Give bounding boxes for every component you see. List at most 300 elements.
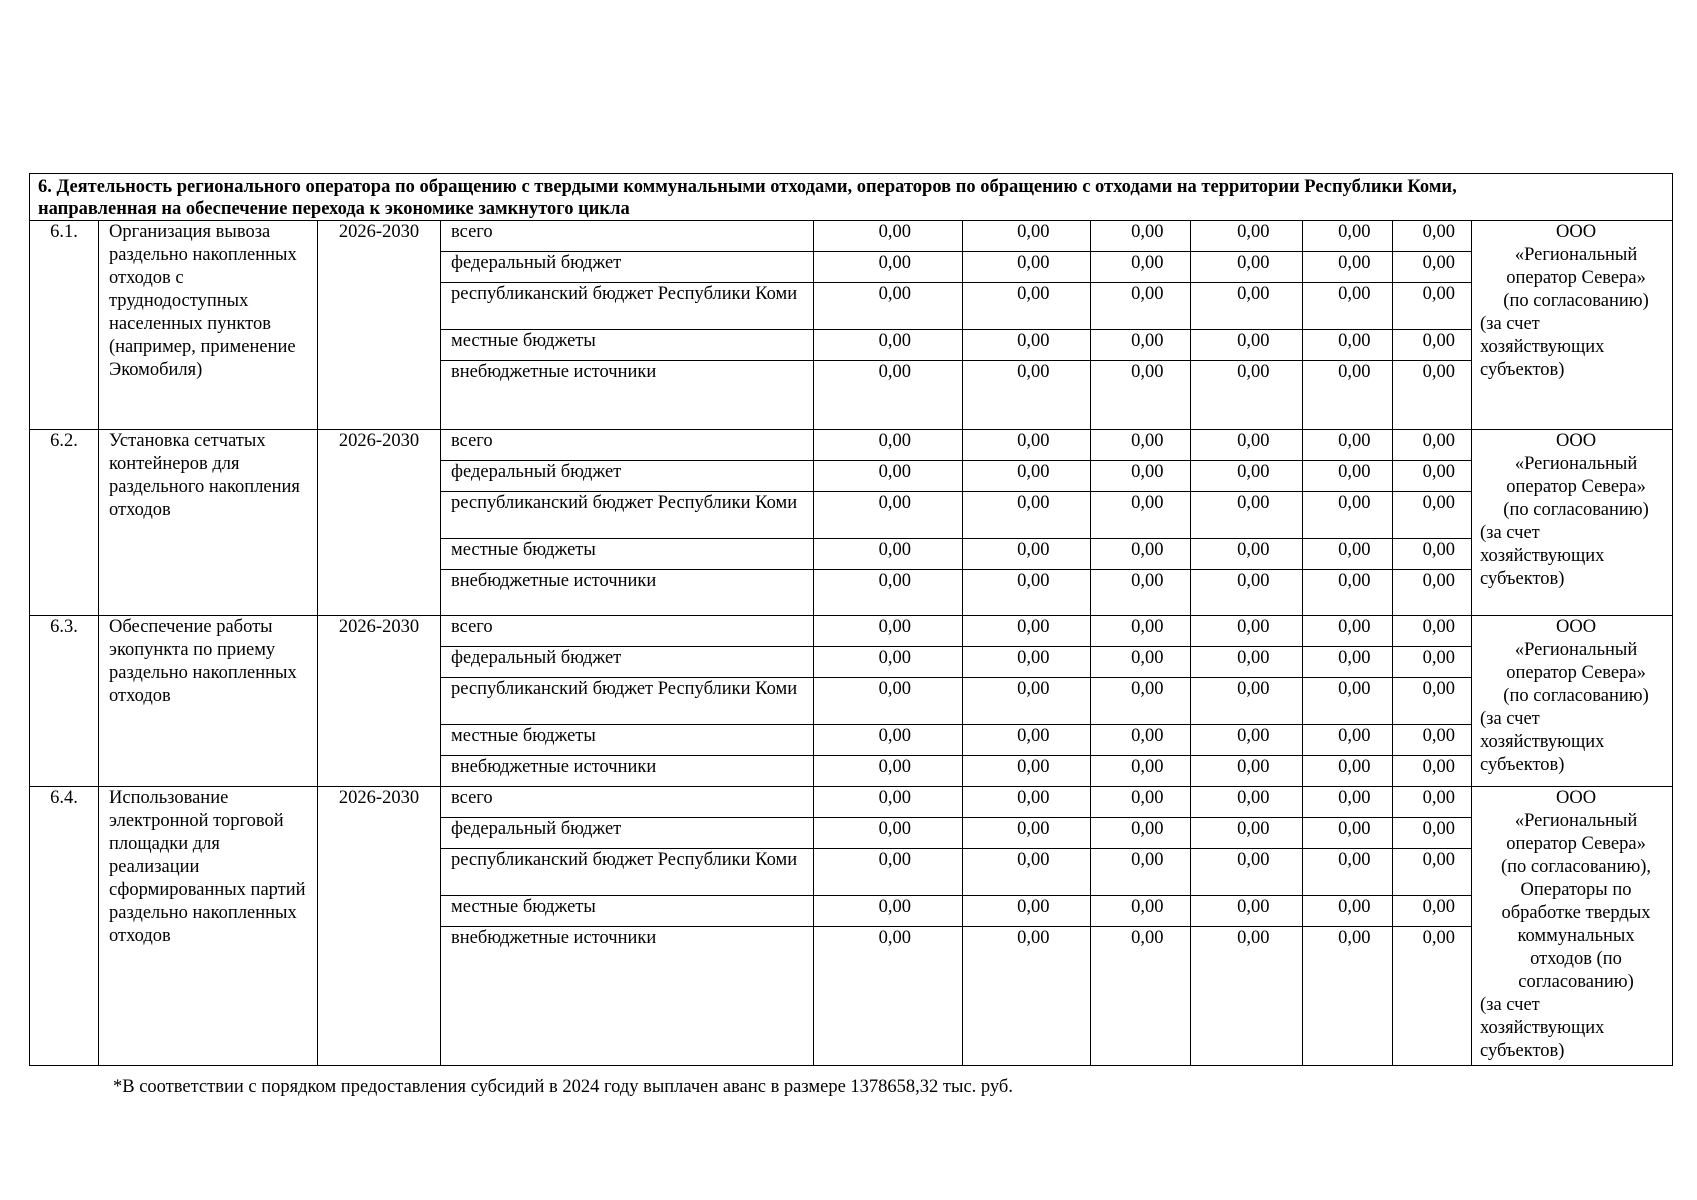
funding-value-cell: [1191, 896, 1303, 927]
funding-value: 0,00: [1338, 897, 1371, 917]
executor-note-line: субъектов): [1480, 1041, 1565, 1061]
executor-note-line: (за счет: [1480, 314, 1540, 334]
funding-source-label: всего: [441, 221, 814, 252]
funding-value-cell: [1393, 252, 1472, 283]
executor-line: ООО: [1555, 222, 1597, 242]
funding-value: 0,00: [1017, 493, 1050, 513]
funding-value-cell: [814, 927, 963, 1066]
funding-value-cell: [1091, 647, 1191, 678]
funding-value: 0,00: [1131, 850, 1164, 870]
funding-value: 0,00: [1338, 819, 1371, 839]
executor-line: оператор Севера»: [1506, 268, 1646, 288]
funding-value: 0,00: [1338, 253, 1371, 273]
funding-value-cell: [963, 221, 1091, 252]
funding-value-cell: [1191, 787, 1303, 818]
executor-note-line: хозяйствующих: [1480, 546, 1605, 566]
funding-value: 0,00: [1131, 571, 1164, 591]
funding-value-cell: [1191, 492, 1303, 539]
executor-note-line: (за счет: [1480, 709, 1540, 729]
funding-value-cell: [1091, 818, 1191, 849]
funding-value: 0,00: [1131, 540, 1164, 560]
funding-source-label: местные бюджеты: [441, 725, 814, 756]
funding-value-cell: [1191, 430, 1303, 461]
funding-value-cell: [1303, 361, 1393, 430]
funding-value: 0,00: [1237, 284, 1270, 304]
funding-value: 0,00: [878, 540, 911, 560]
executor-note-line: (за счет: [1480, 523, 1540, 543]
funding-value-cell: [1091, 927, 1191, 1066]
funding-value: 0,00: [1237, 462, 1270, 482]
executor-note-line: хозяйствующих: [1480, 732, 1605, 752]
funding-value: 0,00: [1131, 284, 1164, 304]
funding-value-cell: [1091, 461, 1191, 492]
funding-value: 0,00: [1422, 431, 1455, 451]
funding-value-cell: [1191, 927, 1303, 1066]
executor-line: «Региональный: [1514, 454, 1638, 474]
responsible-executor: [1472, 616, 1673, 787]
funding-value-cell: [814, 678, 963, 725]
executor-line: коммунальных: [1517, 926, 1635, 946]
funding-value: 0,00: [1338, 928, 1371, 948]
funding-value-cell: [963, 678, 1091, 725]
funding-value-cell: [814, 361, 963, 430]
funding-value: 0,00: [1131, 617, 1164, 637]
activity-name: Использование электронной торговой площадки для реализации сформированных партий раздельно накопленных отходов: [99, 787, 318, 1066]
funding-value-cell: [1191, 725, 1303, 756]
executor-line: ООО: [1555, 617, 1597, 637]
funding-value: 0,00: [878, 253, 911, 273]
funding-value: 0,00: [1237, 897, 1270, 917]
funding-value-cell: [963, 283, 1091, 330]
funding-value: 0,00: [1237, 679, 1270, 699]
funding-value-cell: [814, 818, 963, 849]
funding-value-cell: [1091, 492, 1191, 539]
activity-number: 6.2.: [30, 430, 99, 616]
funding-value: 0,00: [1237, 788, 1270, 808]
document-sheet: [29, 173, 1673, 1066]
funding-value-cell: [1303, 539, 1393, 570]
funding-value: 0,00: [1237, 253, 1270, 273]
executor-line: ООО: [1555, 788, 1597, 808]
funding-value: 0,00: [1237, 540, 1270, 560]
funding-value: 0,00: [1131, 819, 1164, 839]
funding-value: 0,00: [1237, 222, 1270, 242]
funding-value: 0,00: [1422, 462, 1455, 482]
funding-value: 0,00: [1131, 362, 1164, 382]
executor-line: (по согласованию): [1503, 686, 1649, 706]
funding-value: 0,00: [1338, 757, 1371, 777]
funding-value-cell: [963, 818, 1091, 849]
funding-value-cell: [1303, 647, 1393, 678]
funding-value-cell: [1191, 647, 1303, 678]
funding-value-cell: [1191, 283, 1303, 330]
funding-value: 0,00: [878, 788, 911, 808]
funding-value: 0,00: [1338, 788, 1371, 808]
funding-value: 0,00: [1338, 284, 1371, 304]
funding-value: 0,00: [1017, 462, 1050, 482]
executor-line: (по согласованию),: [1500, 857, 1652, 877]
funding-value-cell: [963, 756, 1091, 787]
table-row: [30, 221, 1673, 252]
activity-years: 2026-2030: [318, 616, 441, 787]
funding-value-cell: [1191, 756, 1303, 787]
funding-value-cell: [963, 539, 1091, 570]
funding-value-cell: [963, 492, 1091, 539]
funding-value: 0,00: [1422, 617, 1455, 637]
funding-value: 0,00: [1338, 648, 1371, 668]
funding-value: 0,00: [1338, 850, 1371, 870]
funding-value-cell: [1191, 461, 1303, 492]
executor-line: согласованию): [1518, 972, 1634, 992]
funding-value: 0,00: [1422, 757, 1455, 777]
funding-value: 0,00: [1422, 850, 1455, 870]
funding-value: 0,00: [1131, 928, 1164, 948]
funding-value: 0,00: [878, 222, 911, 242]
responsible-executor: [1472, 430, 1673, 616]
section-title-line-1: 6. Деятельность регионального оператора по обращению с твердыми коммунальными отходами, операторов по обращению с отходами на территории Республики Коми,: [38, 177, 1457, 197]
funding-value: 0,00: [1422, 819, 1455, 839]
funding-value-cell: [1303, 430, 1393, 461]
funding-value-cell: [814, 725, 963, 756]
funding-value: 0,00: [1422, 540, 1455, 560]
funding-value: 0,00: [1237, 362, 1270, 382]
funding-value: 0,00: [1422, 648, 1455, 668]
executor-line: оператор Севера»: [1506, 663, 1646, 683]
funding-value-cell: [1393, 539, 1472, 570]
funding-value: 0,00: [1237, 331, 1270, 351]
funding-value: 0,00: [1338, 726, 1371, 746]
executor-line: Операторы по: [1520, 880, 1632, 900]
funding-value-cell: [814, 461, 963, 492]
funding-source-label: местные бюджеты: [441, 896, 814, 927]
footnote: *В соответствии с порядком предоставления субсидий в 2024 году выплачен аванс в размере 1378658,32 тыс. руб.: [113, 1077, 1013, 1097]
funding-value: 0,00: [1338, 331, 1371, 351]
funding-value: 0,00: [1017, 928, 1050, 948]
funding-value: 0,00: [878, 850, 911, 870]
funding-value: 0,00: [1338, 462, 1371, 482]
funding-value: 0,00: [1131, 648, 1164, 668]
funding-value-cell: [1091, 787, 1191, 818]
funding-value-cell: [1091, 756, 1191, 787]
funding-value-cell: [814, 283, 963, 330]
funding-source-label: федеральный бюджет: [441, 647, 814, 678]
funding-value-cell: [1393, 461, 1472, 492]
funding-value: 0,00: [1237, 850, 1270, 870]
funding-value-cell: [814, 539, 963, 570]
funding-value: 0,00: [1017, 540, 1050, 560]
funding-value: 0,00: [878, 431, 911, 451]
funding-source-label: республиканский бюджет Республики Коми: [441, 849, 814, 896]
table-row: [30, 430, 1673, 461]
funding-value: 0,00: [1131, 253, 1164, 273]
table-row: [30, 616, 1673, 647]
funding-value-cell: [1303, 678, 1393, 725]
section-title-line-2: направленная на обеспечение перехода к экономике замкнутого цикла: [38, 199, 630, 219]
funding-value-cell: [1393, 818, 1472, 849]
funding-value-cell: [1393, 330, 1472, 361]
funding-value-cell: [1191, 361, 1303, 430]
funding-value: 0,00: [1131, 726, 1164, 746]
funding-value: 0,00: [1131, 431, 1164, 451]
funding-value-cell: [963, 787, 1091, 818]
funding-value: 0,00: [1017, 726, 1050, 746]
funding-source-label: республиканский бюджет Республики Коми: [441, 678, 814, 725]
executor-line: «Региональный: [1514, 811, 1638, 831]
executor-line: оператор Севера»: [1506, 477, 1646, 497]
section-title: [30, 174, 1673, 221]
funding-value: 0,00: [1017, 648, 1050, 668]
funding-value: 0,00: [1422, 493, 1455, 513]
funding-value-cell: [963, 361, 1091, 430]
funding-value: 0,00: [1017, 571, 1050, 591]
funding-value-cell: [1303, 492, 1393, 539]
activity-name: Установка сетчатых контейнеров для раздельного накопления отходов: [99, 430, 318, 616]
funding-value-cell: [1091, 849, 1191, 896]
funding-value: 0,00: [1131, 462, 1164, 482]
funding-value-cell: [963, 896, 1091, 927]
funding-value-cell: [1091, 570, 1191, 616]
funding-value-cell: [814, 756, 963, 787]
funding-value: 0,00: [1017, 679, 1050, 699]
funding-value-cell: [963, 570, 1091, 616]
funding-value-cell: [1191, 678, 1303, 725]
funding-value: 0,00: [1017, 897, 1050, 917]
funding-value-cell: [963, 725, 1091, 756]
activity-table: [29, 173, 1673, 1066]
funding-value: 0,00: [1131, 331, 1164, 351]
funding-value: 0,00: [1017, 431, 1050, 451]
funding-value: 0,00: [1017, 757, 1050, 777]
funding-value: 0,00: [1338, 431, 1371, 451]
funding-value: 0,00: [1422, 897, 1455, 917]
executor-line: обработке твердых: [1501, 903, 1651, 923]
executor-line: оператор Севера»: [1506, 834, 1646, 854]
funding-value: 0,00: [1237, 431, 1270, 451]
funding-value: 0,00: [1131, 493, 1164, 513]
funding-value-cell: [814, 430, 963, 461]
funding-value-cell: [1091, 361, 1191, 430]
funding-value: 0,00: [1422, 571, 1455, 591]
funding-value-cell: [1303, 221, 1393, 252]
funding-value-cell: [963, 330, 1091, 361]
funding-value: 0,00: [1017, 331, 1050, 351]
funding-value: 0,00: [878, 571, 911, 591]
responsible-executor: [1472, 221, 1673, 430]
funding-value-cell: [963, 252, 1091, 283]
funding-value-cell: [814, 221, 963, 252]
funding-value: 0,00: [1237, 819, 1270, 839]
funding-value-cell: [1393, 725, 1472, 756]
funding-value-cell: [1393, 616, 1472, 647]
funding-value: 0,00: [1338, 571, 1371, 591]
funding-value-cell: [1303, 570, 1393, 616]
table-row: [30, 787, 1673, 818]
funding-value: 0,00: [1017, 819, 1050, 839]
funding-value: 0,00: [1131, 679, 1164, 699]
executor-line: (по согласованию): [1503, 291, 1649, 311]
funding-source-label: федеральный бюджет: [441, 461, 814, 492]
funding-value: 0,00: [1237, 928, 1270, 948]
funding-value: 0,00: [878, 648, 911, 668]
funding-value-cell: [963, 461, 1091, 492]
executor-note-line: субъектов): [1480, 755, 1565, 775]
funding-value: 0,00: [878, 617, 911, 637]
executor-note-line: субъектов): [1480, 569, 1565, 589]
funding-source-label: всего: [441, 616, 814, 647]
funding-source-label: всего: [441, 787, 814, 818]
funding-value: 0,00: [878, 726, 911, 746]
funding-source-label: внебюджетные источники: [441, 570, 814, 616]
activity-years: 2026-2030: [318, 430, 441, 616]
funding-value: 0,00: [1131, 757, 1164, 777]
funding-value-cell: [1303, 896, 1393, 927]
funding-value: 0,00: [1017, 850, 1050, 870]
funding-value-cell: [1393, 430, 1472, 461]
funding-value-cell: [1303, 818, 1393, 849]
funding-value-cell: [814, 896, 963, 927]
funding-value-cell: [1091, 221, 1191, 252]
executor-line: отходов (по: [1530, 949, 1622, 969]
funding-value-cell: [1191, 252, 1303, 283]
funding-value-cell: [1091, 678, 1191, 725]
funding-value-cell: [1303, 849, 1393, 896]
funding-value: 0,00: [1422, 253, 1455, 273]
funding-value-cell: [1191, 818, 1303, 849]
funding-value-cell: [1303, 461, 1393, 492]
funding-value-cell: [1091, 896, 1191, 927]
funding-value: 0,00: [1237, 726, 1270, 746]
funding-source-label: всего: [441, 430, 814, 461]
funding-value-cell: [1091, 539, 1191, 570]
funding-value-cell: [1393, 849, 1472, 896]
funding-value: 0,00: [1338, 679, 1371, 699]
funding-value-cell: [814, 616, 963, 647]
activity-name: Обеспечение работы экопункта по приему раздельно накопленных отходов: [99, 616, 318, 787]
funding-value: 0,00: [1237, 757, 1270, 777]
funding-source-label: республиканский бюджет Республики Коми: [441, 283, 814, 330]
funding-value-cell: [1303, 252, 1393, 283]
executor-note-line: субъектов): [1480, 360, 1565, 380]
funding-source-label: федеральный бюджет: [441, 818, 814, 849]
funding-value: 0,00: [1017, 222, 1050, 242]
executor-line: «Региональный: [1514, 245, 1638, 265]
funding-value-cell: [1091, 330, 1191, 361]
funding-value: 0,00: [878, 362, 911, 382]
funding-source-label: федеральный бюджет: [441, 252, 814, 283]
funding-value-cell: [814, 787, 963, 818]
funding-value: 0,00: [1338, 540, 1371, 560]
funding-source-label: внебюджетные источники: [441, 361, 814, 430]
funding-value-cell: [1091, 725, 1191, 756]
funding-value-cell: [1091, 430, 1191, 461]
funding-value: 0,00: [878, 493, 911, 513]
funding-value: 0,00: [1422, 928, 1455, 948]
activity-years: 2026-2030: [318, 787, 441, 1066]
funding-value: 0,00: [1131, 222, 1164, 242]
funding-value-cell: [1191, 849, 1303, 896]
funding-value-cell: [1303, 787, 1393, 818]
activity-years: 2026-2030: [318, 221, 441, 430]
funding-value-cell: [963, 927, 1091, 1066]
funding-value-cell: [1091, 616, 1191, 647]
funding-value: 0,00: [1237, 571, 1270, 591]
funding-value: 0,00: [1131, 788, 1164, 808]
funding-source-label: внебюджетные источники: [441, 756, 814, 787]
executor-line: «Региональный: [1514, 640, 1638, 660]
funding-source-label: внебюджетные источники: [441, 927, 814, 1066]
funding-value-cell: [1393, 678, 1472, 725]
executor-note-line: (за счет: [1480, 995, 1540, 1015]
funding-value-cell: [1303, 725, 1393, 756]
funding-value-cell: [814, 849, 963, 896]
funding-value-cell: [814, 647, 963, 678]
funding-value-cell: [1303, 283, 1393, 330]
funding-value-cell: [1393, 492, 1472, 539]
funding-value: 0,00: [1017, 284, 1050, 304]
funding-value: 0,00: [1237, 493, 1270, 513]
section-title-row: [30, 174, 1673, 221]
funding-value-cell: [1393, 896, 1472, 927]
funding-value: 0,00: [1422, 222, 1455, 242]
funding-value-cell: [1303, 927, 1393, 1066]
funding-value: 0,00: [1338, 617, 1371, 637]
funding-source-label: республиканский бюджет Республики Коми: [441, 492, 814, 539]
funding-value: 0,00: [1017, 362, 1050, 382]
funding-value-cell: [1393, 927, 1472, 1066]
funding-value-cell: [1091, 283, 1191, 330]
activity-number: 6.3.: [30, 616, 99, 787]
funding-value-cell: [1393, 221, 1472, 252]
funding-value-cell: [814, 252, 963, 283]
funding-value-cell: [1191, 221, 1303, 252]
funding-value: 0,00: [1237, 648, 1270, 668]
funding-value: 0,00: [1237, 617, 1270, 637]
funding-value-cell: [1393, 787, 1472, 818]
funding-source-label: местные бюджеты: [441, 330, 814, 361]
funding-source-label: местные бюджеты: [441, 539, 814, 570]
activity-number: 6.1.: [30, 221, 99, 430]
funding-value: 0,00: [1131, 897, 1164, 917]
funding-value-cell: [963, 647, 1091, 678]
funding-value: 0,00: [1422, 362, 1455, 382]
responsible-executor: [1472, 787, 1673, 1066]
funding-value: 0,00: [1338, 362, 1371, 382]
funding-value: 0,00: [1422, 284, 1455, 304]
funding-value-cell: [814, 570, 963, 616]
funding-value-cell: [1191, 616, 1303, 647]
funding-value-cell: [1091, 252, 1191, 283]
funding-value: 0,00: [1422, 331, 1455, 351]
funding-value-cell: [1393, 570, 1472, 616]
funding-value-cell: [1393, 756, 1472, 787]
executor-note-line: хозяйствующих: [1480, 1018, 1605, 1038]
funding-value: 0,00: [1338, 493, 1371, 513]
funding-value-cell: [1191, 570, 1303, 616]
funding-value-cell: [963, 616, 1091, 647]
executor-note-line: хозяйствующих: [1480, 337, 1605, 357]
funding-value-cell: [1303, 616, 1393, 647]
funding-value: 0,00: [878, 928, 911, 948]
executor-line: ООО: [1555, 431, 1597, 451]
funding-value: 0,00: [878, 679, 911, 699]
funding-value: 0,00: [878, 819, 911, 839]
funding-value-cell: [1303, 330, 1393, 361]
funding-value: 0,00: [1017, 253, 1050, 273]
funding-value: 0,00: [878, 897, 911, 917]
funding-value-cell: [963, 849, 1091, 896]
funding-value: 0,00: [1422, 726, 1455, 746]
funding-value-cell: [1393, 283, 1472, 330]
